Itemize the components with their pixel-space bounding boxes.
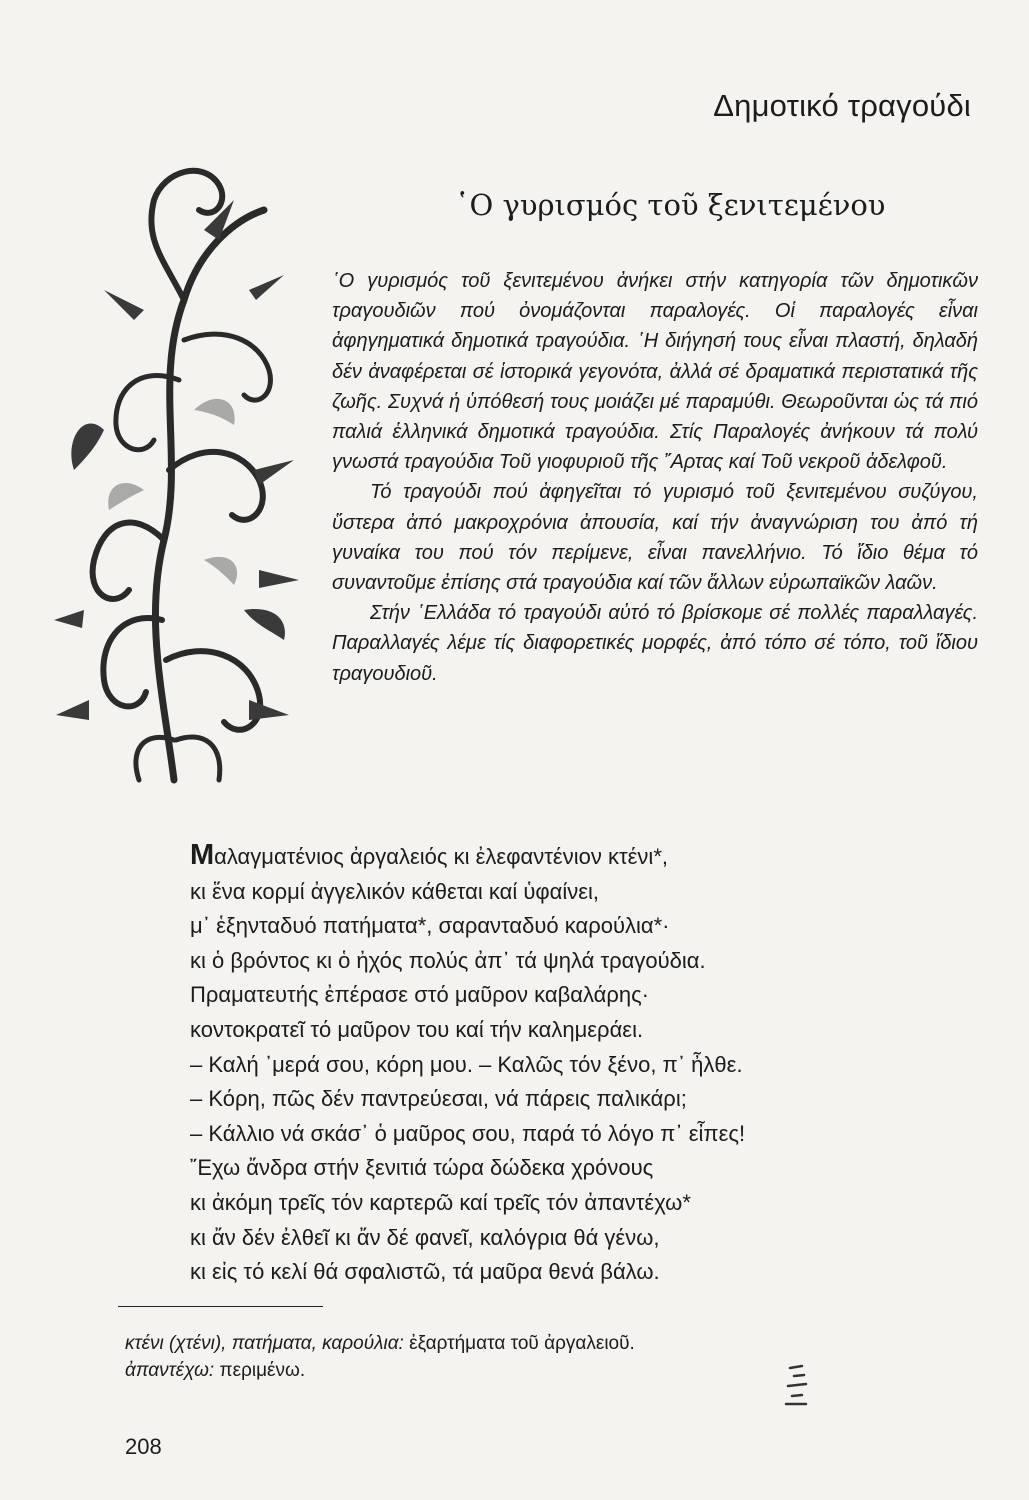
footnotes — [125, 1330, 635, 1384]
poem-line: μ᾿ ἑξηνταδυό πατήματα*, σαρανταδυό καρούλια*· — [190, 913, 670, 939]
poem-line: – Κόρη, πῶς δέν παντρεύεσαι, νά πάρεις παλικάρι; — [190, 1086, 687, 1112]
intro-paragraph: Στήν ῾Ελλάδα τό τραγούδι αὐτό τό βρίσκομε σέ πολλές παραλλαγές. Παραλλαγές λέμε τίς διαφορετικές μορφές, ἀπό τόπο σέ τόπο, τοῦ ἴδιου τραγουδιοῦ. — [332, 602, 978, 685]
footnote-definition: ἐξαρτήματα τοῦ ἀργαλειοῦ. — [403, 1333, 635, 1354]
poem-line: κι ἀκόμη τρεῖς τόν καρτερῶ καί τρεῖς τόν ἀπαντέχω* — [190, 1189, 691, 1215]
poem-line: – Καλή ᾿μερά σου, κόρη μου. – Καλῶς τόν ξένο, π᾿ ἦλθε. — [190, 1051, 743, 1077]
footnote-definition: περιμένω. — [214, 1360, 306, 1381]
intro-text — [332, 266, 978, 689]
poem-line: κοντοκρατεῖ τό μαῦρον του καί τήν καλημεράει. — [190, 1016, 644, 1042]
pencil-mark — [780, 1360, 820, 1410]
poem-line: κι εἰς τό κελί θά σφαλιστῶ, τά μαῦρα θενά βάλω. — [190, 1259, 660, 1285]
poem-line: Πραματευτής ἐπέρασε στό μαῦρον καβαλάρης· — [190, 982, 650, 1008]
poem-title: ῾Ο γυρισμός τοῦ ξενιτεμένου — [455, 188, 886, 222]
poem-line: Μαλαγματένιος ἀργαλειός κι ἐλεφαντένιον κτένι*, — [190, 839, 668, 871]
poem-line: κι ἕνα κορμί ἀγγελικόν κάθεται καί ὑφαίνει, — [190, 878, 600, 904]
floral-ornament — [44, 140, 304, 800]
footnote-term: κτένι (χτένι), πατήματα, καρούλια: — [125, 1333, 404, 1354]
poem-line: ῎Εχω ἄνδρα στήν ξενιτιά τώρα δώδεκα χρόνους — [190, 1155, 654, 1181]
footnote-term: ἀπαντέχω: — [125, 1360, 215, 1381]
poem-line: – Κάλλιο νά σκάσ᾿ ὁ μαῦρος σου, παρά τό λόγο π᾿ εἶπες! — [190, 1120, 746, 1146]
footnote-divider — [118, 1306, 323, 1307]
section-header: Δημοτικό τραγούδι — [713, 88, 971, 123]
poem-line: κι ὁ βρόντος κι ὁ ἠχός πολύς ἀπ᾿ τά ψηλά τραγούδια. — [190, 947, 706, 973]
footnote — [125, 1330, 635, 1357]
poem-text — [190, 838, 745, 1290]
poem-line: κι ἄν δέν ἐλθεῖ κι ἄν δέ φανεῖ, καλόγρια θά γένω, — [190, 1224, 660, 1250]
page-number: 208 — [125, 1434, 162, 1459]
intro-paragraph: ῾Ο γυρισμός τοῦ ξενιτεμένου ἀνήκει στήν κατηγορία τῶν δημοτικῶν τραγουδιῶν πού ὀνομάζονται παραλογές. Οἱ παραλογές εἶναι ἀφηγηματικά δημοτικά τραγούδια. ῾Η διήγησή τους εἶναι πλαστή, δηλαδή δέν ἀναφέρεται σέ ἱστορικά γεγονότα, ἀλλά σέ δραματικά περιστατικά τῆς ζωῆς. Συχνά ἡ ὑπόθεσή τους μοιάζει μέ παραμύθι. Θεωροῦνται ὡς τά πιό παλιά ἑλληνικά δημοτικά τραγούδια. Στίς Παραλογές ἀνήκουν τά πολύ γνωστά τραγούδια Τοῦ γιοφυριοῦ τῆς ῎Αρτας καί Τοῦ νεκροῦ ἀδελφοῦ. — [332, 270, 978, 474]
intro-paragraph: Τό τραγούδι πού ἀφηγεῖται τό γυρισμό τοῦ ξενιτεμένου συζύγου, ὕστερα ἀπό μακροχρόνια ἀπουσία, καί τήν ἀναγνώριση του ἀπό τή γυναίκα του πού τόν περίμενε, εἶναι πανελλήνιο. Τό ἴδιο θέμα τό συναντοῦμε ἐπίσης στά τραγούδια καί τῶν ἄλλων εὐρωπαϊκῶν λαῶν. — [332, 481, 978, 595]
footnote — [125, 1357, 635, 1384]
